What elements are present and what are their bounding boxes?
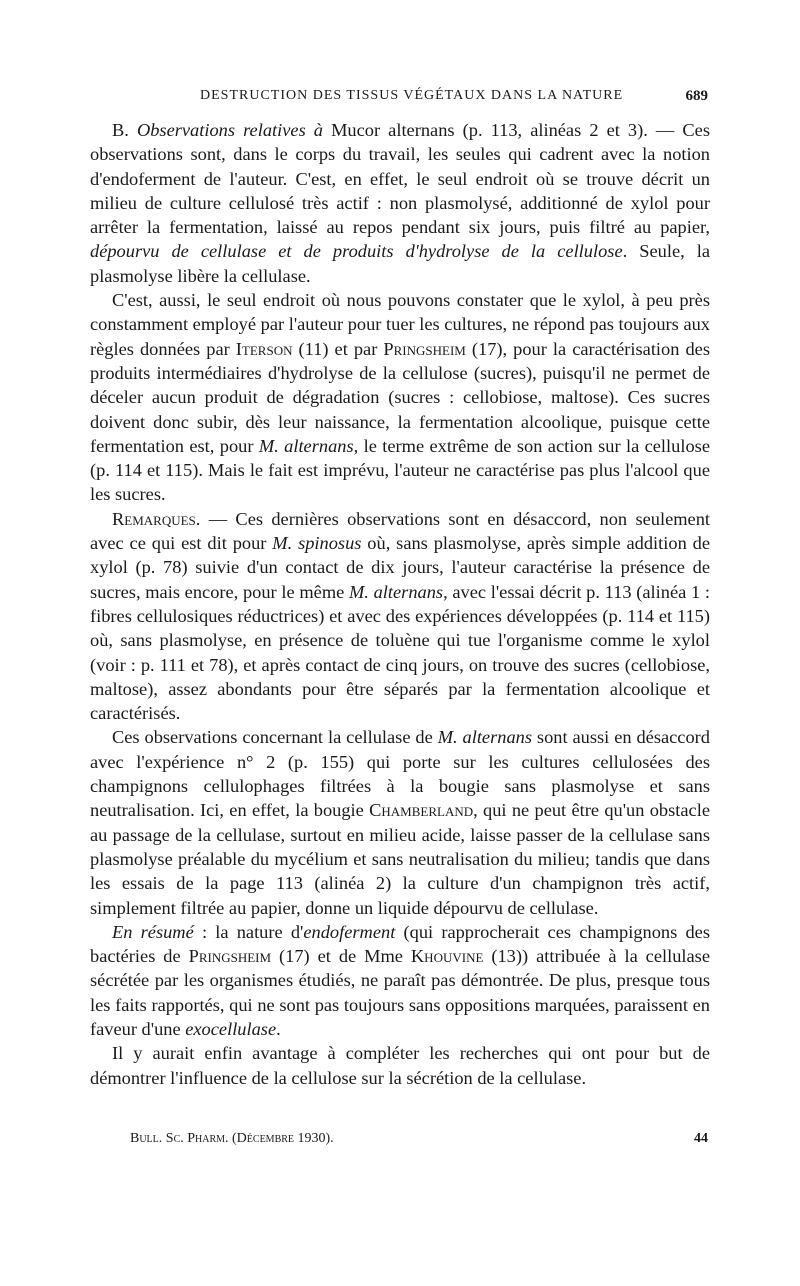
paragraph-xylol: C'est, aussi, le seul endroit où nous pouvons constater que le xylol, à peu près constamment employé par l'auteur pour tuer les cultures, ne répond pas toujours aux règles données par Iterson (11) et par Pringsheim (17), pour la caractérisation des produits intermédiaires d'hydrolyse de la cellulose (sucres), puisqu'il ne permet de déceler aucun produit de dégradation (sucres : cellobiose, maltose). Ces sucres doivent donc subir, dès leur naissance, la fermentation alcoolique, puisque cette fermentation est, pour M. alternans, le terme extrême de son action sur la cellulose (p. 114 et 115). Mais le fait est imprévu, l'auteur ne caractérise pas plus l'alcool que les sucres.	[90, 290, 710, 505]
article-body	[90, 118, 710, 1090]
sheet-signature: 44	[694, 1131, 708, 1146]
paragraph-remarques: Remarques. — Ces dernières observations sont en désaccord, non seulement avec ce qui est dit pour M. spinosus où, sans plasmolyse, après simple addition de xylol (p. 78) suivie d'un contact de dix jours, l'auteur caractérise la présence de sucres, mais encore, pour le même M. alternans, avec l'essai décrit p. 113 (alinéa 1 : fibres cellulosiques réductrices) et avec des expériences développées (p. 114 et 115) où, sans plasmolyse, en présence de toluène qui tue l'organisme comme le xylol (voir : p. 111 et 78), et après contact de cinq jours, on trouve des sucres (cellobiose, maltose), assez abondants pour être séparés par la fermentation alcoolique et caractérisés.	[90, 508, 710, 724]
running-header	[110, 88, 708, 112]
running-title: DESTRUCTION DES TISSUS VÉGÉTAUX DANS LA NATURE	[200, 88, 624, 103]
paragraph-observations: B. Observations relatives à Mucor alternans (p. 113, alinéas 2 et 3). — Ces observations sont, dans le corps du travail, les seules qui cadrent avec la notion d'endoferment de l'auteur. C'est, en effet, le seul endroit où se trouve décrit un milieu de culture cellulosé très actif : non plasmolysé, additionné de xylol pour arrêter la fermentation, laissé au repos pendant six jours, puis filtré au papier, dépourvu de cellulase et de produits d'hydrolyse de la cellulose. Seule, la plasmolyse libère la cellulase.	[90, 120, 710, 286]
paragraph-resume: En résumé : la nature d'endoferment (qui rapprocherait ces champignons des bactéries de Pringsheim (17) et de Mme Khouvine (13)) attribuée à la cellulase sécrétée par les organismes étudiés, ne paraît pas démontrée. De plus, presque tous les faits rapportés, qui ne sont pas toujours sans oppositions marquées, paraissent en faveur d'une exocellulase.	[90, 921, 711, 1039]
paragraph-cellulase: Ces observations concernant la cellulase de M. alternans sont aussi en désaccord avec l'expérience n° 2 (p. 155) qui porte sur les cultures cellulosées des champignons cellulophages filtrées à la bougie sans plasmolyse et sans neutralisation. Ici, en effet, la bougie Chamberland, qui ne peut être qu'un obstacle au passage de la cellulase, surtout en milieu acide, laisse passer de la cellulase sans plasmolyse préalable du mycélium et sans neutralisation du milieu; tandis que dans les essais de la page 113 (alinéa 2) la culture d'un champignon très actif, simplement filtrée au papier, donne un liquide dépourvu de cellulase.	[90, 727, 710, 918]
paragraph-conclusion: Il y aurait enfin avantage à compléter les recherches qui ont pour but de démontrer l'influence de la cellulose sur la sécrétion de la cellulase.	[90, 1043, 710, 1088]
journal-reference: Bull. Sc. Pharm. (Décembre 1930).	[130, 1131, 334, 1146]
page-number: 689	[685, 88, 708, 104]
